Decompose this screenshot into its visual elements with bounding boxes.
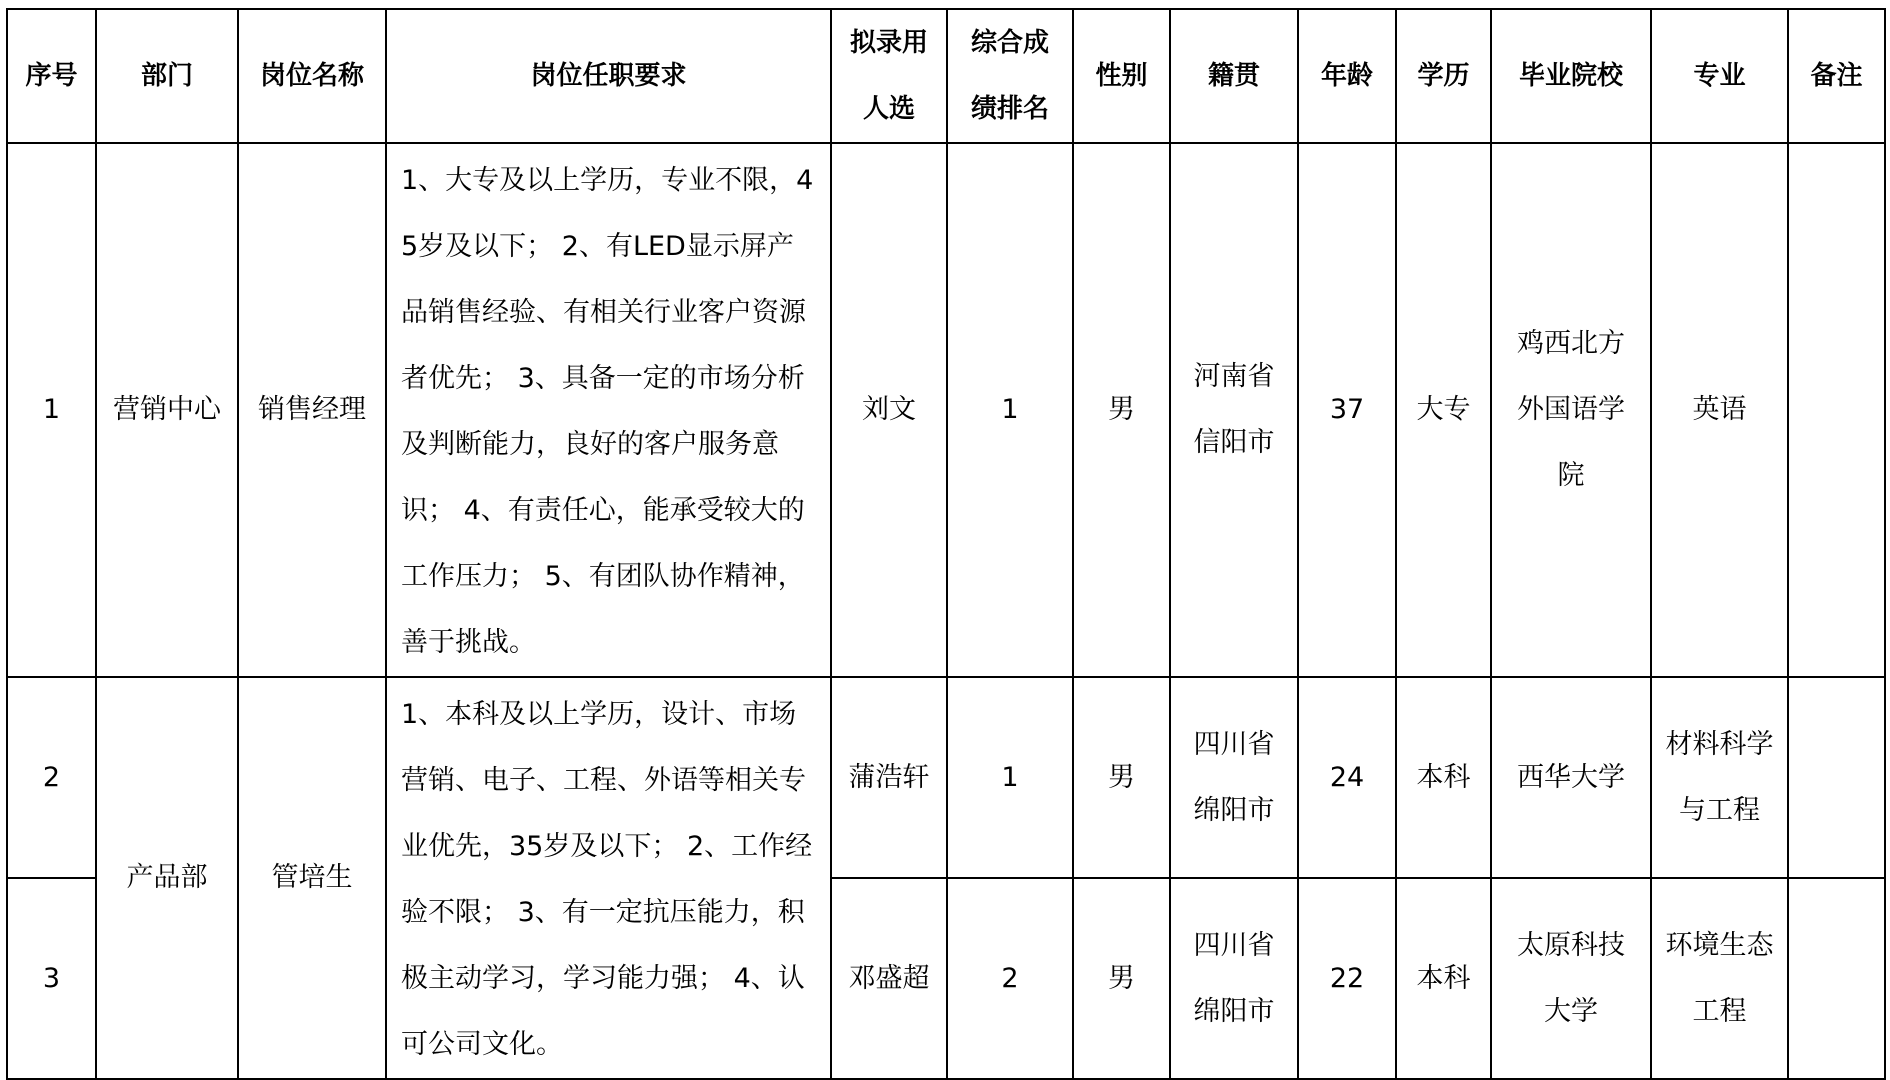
header-remarks: 备注 — [1788, 9, 1885, 143]
table-row — [7, 143, 1885, 677]
cell-requirements — [386, 677, 831, 1079]
origin-text: 四川省绵阳市 — [1193, 728, 1275, 826]
table-row — [7, 677, 1885, 878]
header-ranking — [947, 9, 1073, 143]
major-text: 材料科学与工程 — [1665, 728, 1774, 826]
cell-remarks — [1788, 143, 1885, 677]
cell-age: 24 — [1298, 677, 1396, 878]
header-ranking-text: 综合成绩排名 — [970, 28, 1049, 124]
origin-text: 河南省信阳市 — [1193, 361, 1275, 458]
cell-age: 37 — [1298, 143, 1396, 677]
cell-education: 大专 — [1396, 143, 1491, 677]
cell-no: 2 — [7, 677, 96, 878]
cell-requirements — [386, 143, 831, 677]
cell-remarks — [1788, 878, 1885, 1079]
origin-text: 四川省绵阳市 — [1193, 929, 1275, 1027]
cell-ranking: 1 — [947, 143, 1073, 677]
cell-candidate: 刘文 — [831, 143, 947, 677]
hiring-table — [6, 8, 1886, 1080]
header-candidate — [831, 9, 947, 143]
cell-education: 本科 — [1396, 677, 1491, 878]
header-dept: 部门 — [96, 9, 238, 143]
header-row — [7, 9, 1885, 143]
cell-major — [1651, 677, 1788, 878]
header-position: 岗位名称 — [238, 9, 386, 143]
cell-position: 销售经理 — [238, 143, 386, 677]
header-school: 毕业院校 — [1491, 9, 1651, 143]
cell-ranking: 1 — [947, 677, 1073, 878]
requirements-text: 1、大专及以上学历，专业不限，45岁及以下； 2、有LED显示屏产品销售经验、有相关行业客户资源者优先； 3、具备一定的市场分析及判断能力，良好的客户服务意识； 4、有责任心，能承受较大的工作压力； 5、有团队协作精神，善于挑战。 — [401, 165, 814, 658]
school-text: 鸡西北方外国语学院 — [1517, 328, 1625, 491]
cell-no: 1 — [7, 143, 96, 677]
cell-gender: 男 — [1073, 677, 1170, 878]
header-no: 序号 — [7, 9, 96, 143]
header-age: 年龄 — [1298, 9, 1396, 143]
cell-school — [1491, 143, 1651, 677]
header-major: 专业 — [1651, 9, 1788, 143]
cell-dept: 产品部 — [96, 677, 238, 1079]
cell-candidate: 蒲浩轩 — [831, 677, 947, 878]
cell-origin — [1170, 143, 1298, 677]
cell-school — [1491, 878, 1651, 1079]
cell-education: 本科 — [1396, 878, 1491, 1079]
header-gender: 性别 — [1073, 9, 1170, 143]
cell-dept: 营销中心 — [96, 143, 238, 677]
cell-remarks — [1788, 677, 1885, 878]
header-education: 学历 — [1396, 9, 1491, 143]
cell-candidate: 邓盛超 — [831, 878, 947, 1079]
cell-age: 22 — [1298, 878, 1396, 1079]
cell-major — [1651, 878, 1788, 1079]
cell-origin — [1170, 878, 1298, 1079]
cell-no: 3 — [7, 878, 96, 1079]
requirements-text: 1、本科及以上学历，设计、市场营销、电子、工程、外语等相关专业优先，35岁及以下； 2、工作经验不限； 3、有一定抗压能力，积极主动学习，学习能力强； 4、认可公司文化。 — [401, 699, 813, 1060]
cell-major: 英语 — [1651, 143, 1788, 677]
header-candidate-text: 拟录用人选 — [849, 28, 928, 124]
cell-school: 西华大学 — [1491, 677, 1651, 878]
cell-gender: 男 — [1073, 143, 1170, 677]
cell-position: 管培生 — [238, 677, 386, 1079]
header-requirements: 岗位任职要求 — [386, 9, 831, 143]
cell-origin — [1170, 677, 1298, 878]
cell-ranking: 2 — [947, 878, 1073, 1079]
school-text: 太原科技大学 — [1517, 929, 1625, 1027]
major-text: 环境生态工程 — [1665, 929, 1774, 1027]
cell-gender: 男 — [1073, 878, 1170, 1079]
header-origin: 籍贯 — [1170, 9, 1298, 143]
